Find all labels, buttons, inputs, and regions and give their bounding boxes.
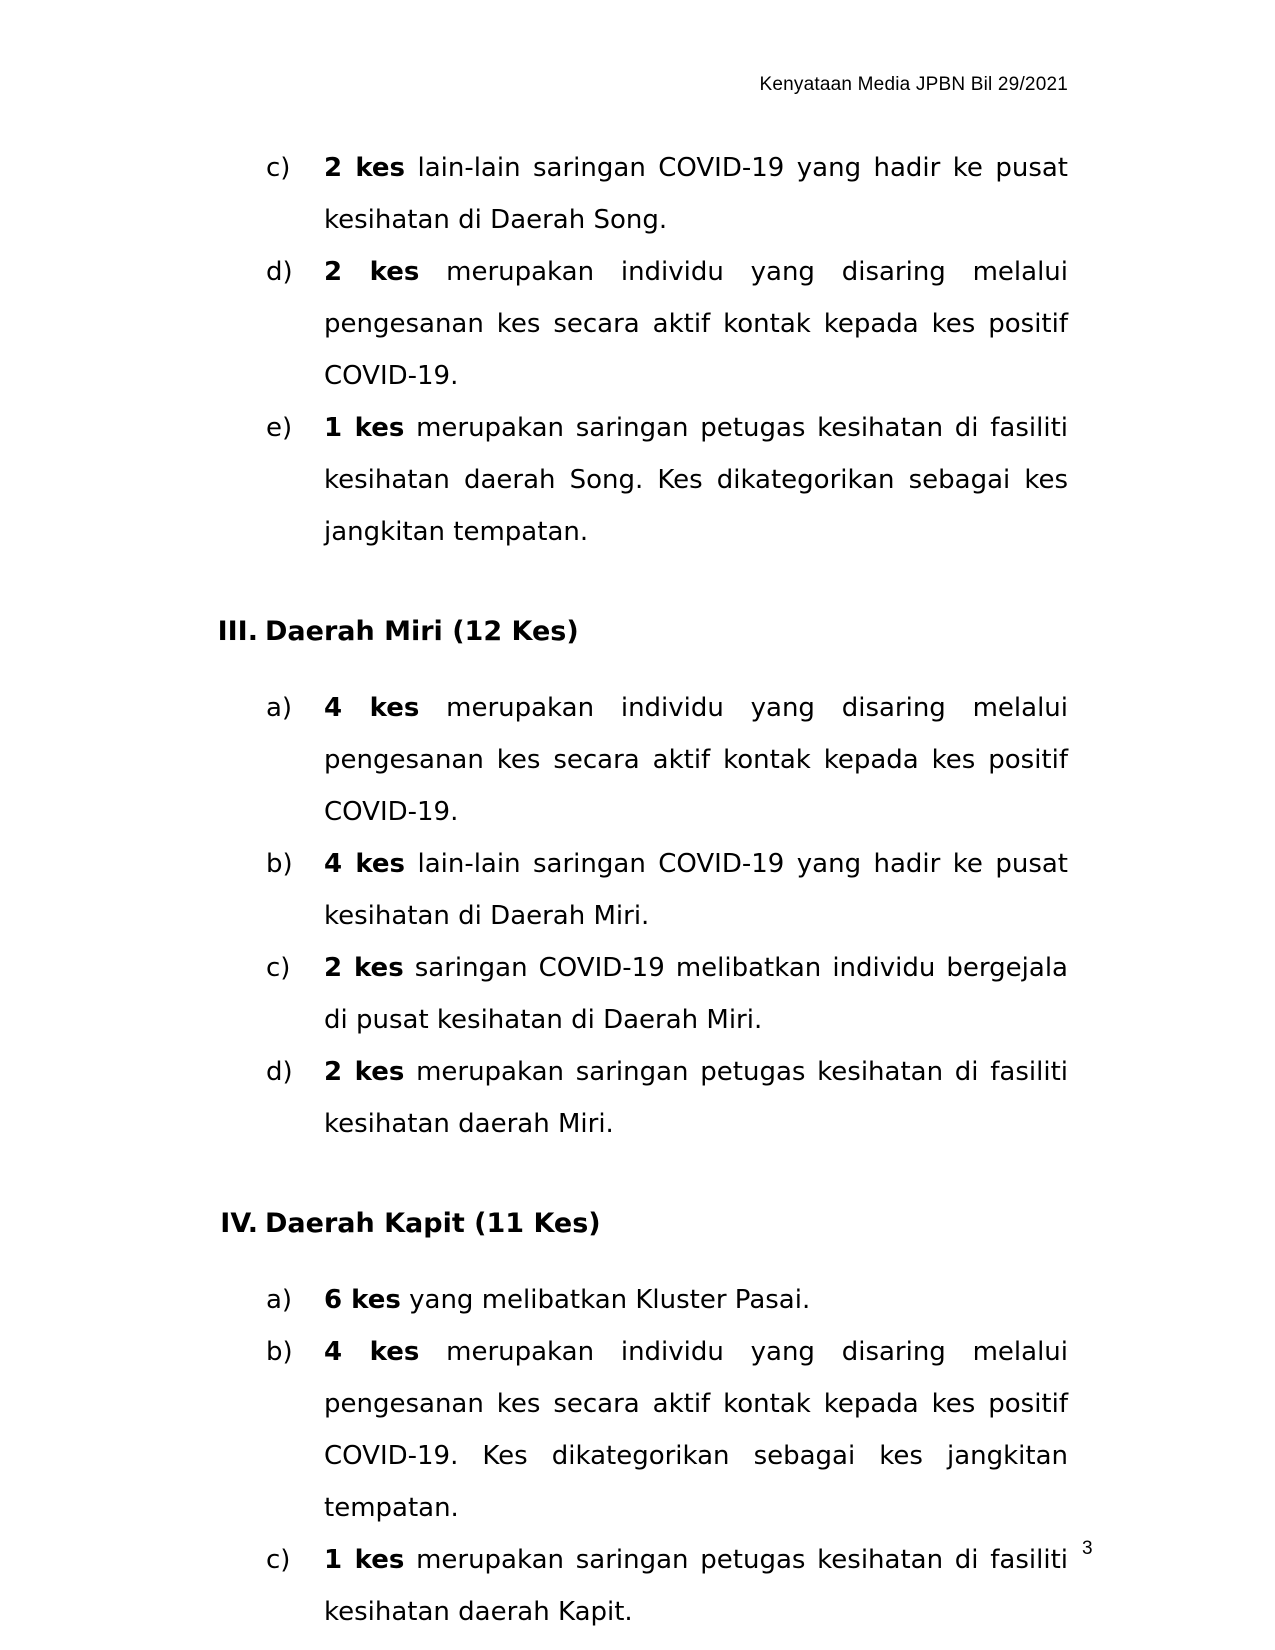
item-letter: b) [266,849,293,879]
list-item [266,838,1068,942]
item-text: yang melibatkan Kluster Pasai. [400,1285,811,1315]
item-count: 2 kes [324,953,404,983]
list-item [266,246,1068,402]
section-number: III. [217,616,258,647]
item-body [324,1534,1068,1638]
item-text: merupakan saringan petugas kesihatan di fasiliti kesihatan daerah Song. Kes dikategorikan sebagai kes jangkitan tempatan. [324,413,1068,547]
section-heading-miri [0,606,1275,658]
item-letter: d) [266,257,293,287]
item-count: 2 kes [324,153,406,183]
item-text: merupakan individu yang disaring melalui pengesanan kes secara aktif kontak kepada kes positif COVID-19. [324,693,1068,827]
item-body [324,246,1068,402]
item-text: merupakan individu yang disaring melalui pengesanan kes secara aktif kontak kepada kes positif COVID-19. [324,257,1068,391]
item-body [324,402,1068,558]
item-text: lain-lain saringan COVID-19 yang hadir ke pusat kesihatan di Daerah Song. [324,153,1068,235]
item-body [324,1046,1068,1150]
section-number: IV. [220,1208,258,1239]
item-count: 2 kes [324,257,420,287]
item-letter: c) [266,953,291,983]
item-count: 4 kes [324,1337,420,1367]
item-body [324,838,1068,942]
list-item [266,402,1068,558]
item-body [324,682,1068,838]
item-letter: b) [266,1337,293,1367]
item-body [324,942,1068,1046]
list-item [266,1534,1068,1638]
list-item [266,1326,1068,1534]
item-count: 1 kes [324,1545,405,1575]
item-letter: a) [266,1285,293,1315]
item-letter: d) [266,1057,293,1087]
list-item [266,942,1068,1046]
item-count: 2 kes [324,1057,405,1087]
item-text: lain-lain saringan COVID-19 yang hadir ke pusat kesihatan di Daerah Miri. [324,849,1068,931]
list-item [266,1046,1068,1150]
item-letter: c) [266,1545,291,1575]
list-item [266,142,1068,246]
item-letter: e) [266,413,293,443]
item-letter: a) [266,693,293,723]
item-count: 4 kes [324,693,420,723]
item-count: 1 kes [324,413,405,443]
item-body [324,1274,1068,1326]
list-item [266,1274,1068,1326]
item-body [324,1326,1068,1534]
section-title: Daerah Kapit (11 Kes) [265,1208,601,1239]
page-number: 3 [1082,1538,1093,1559]
section-title: Daerah Miri (12 Kes) [265,616,579,647]
item-letter: c) [266,153,291,183]
item-body [324,142,1068,246]
section-heading-kapit [0,1198,1275,1250]
item-text: saringan COVID-19 melibatkan individu bergejala di pusat kesihatan di Daerah Miri. [324,953,1068,1035]
document-body [0,142,1275,1638]
item-text: merupakan individu yang disaring melalui pengesanan kes secara aktif kontak kepada kes positif COVID-19. Kes dikategorikan sebagai kes jangkitan tempatan. [324,1337,1068,1523]
item-text: merupakan saringan petugas kesihatan di fasiliti kesihatan daerah Miri. [324,1057,1068,1139]
document-header: Kenyataan Media JPBN Bil 29/2021 [759,74,1068,95]
item-count: 4 kes [324,849,406,879]
list-item [266,682,1068,838]
item-count: 6 kes [324,1285,401,1315]
item-text: merupakan saringan petugas kesihatan di fasiliti kesihatan daerah Kapit. [324,1545,1068,1627]
